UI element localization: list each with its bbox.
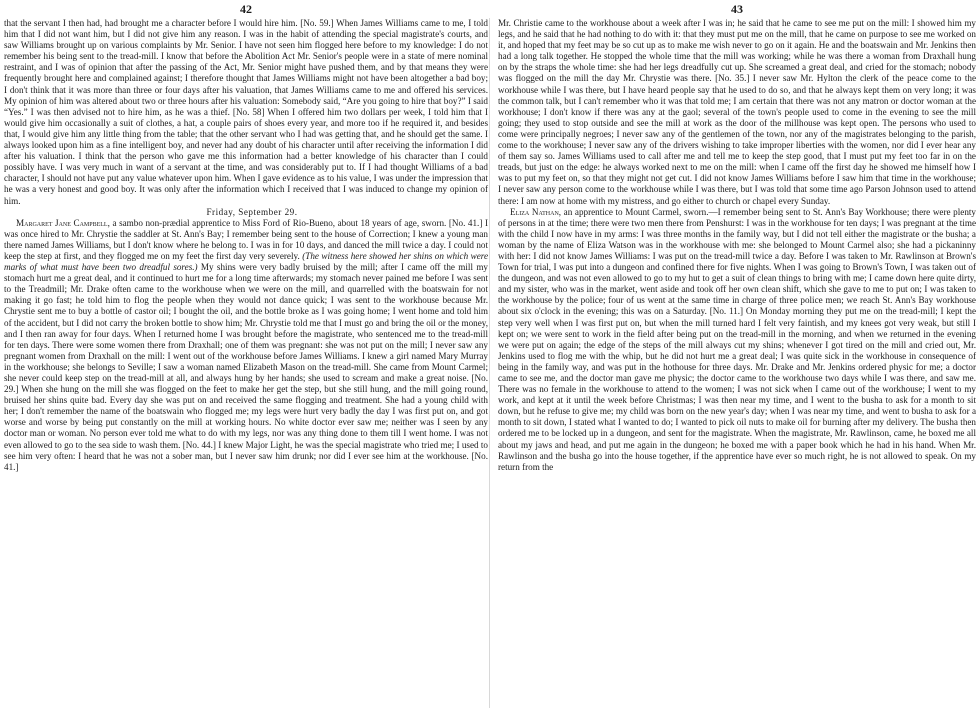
date-heading: Friday, September 29. [206, 206, 298, 217]
page-number: 43 [731, 2, 743, 16]
testimony-paragraph: that the servant I then had, had brought me a character before I would hire him. [No. 59.] When James Williams came to me, I told him that I did not want him, but I did not give him any reason. I was in the habit of attending the special magistrate's courts, and saw Williams brought up on various complaints by Mr. Senior. I have not seen him flogged here before to my knowledge: I do not remember his being sent to the tread-mill. I know that before the Abolition Act Mr. Senior's people were in a state of mere nominal restraint, and I was of opinion that after the passing of the Act, Mr. Senior might have pushed them, and by that means they were frequently brought here and complained against; I therefore thought that James Williams might not have been altogether a bad boy; I don't think that it was more than three or four days after his valuation, that James Williams came to me and offered his services. My opinion of him was altered about two or three hours after his valuation: Somebody said, “Are you going to hire that boy?” I said “Yes.” I was then advised not to hire him, as he was a thief. [No. 58] When I offered him two dollars per week, I told him that I would give him occasionally a suit of clothes, a hat, a couple pairs of shoes every year, and more too if he required it, and besides that, I would give him any little thing from the table; that the other servant who I had was getting that, and he should get the same. I always looked upon him as a fine intelligent boy, and never had any doubt of his character until after receiving the information I did after his valuation. I think that the person who gave me this information had a better knowledge of his character than I could possibly have. I was very much in want of a servant at the time, and was considerably put to. If I had thought Williams of a bad character, I should not have put any value whatever upon him. When I gave evidence as to his value, I was under the impression that he was a very honest and good boy. It was only after the information which I received that I was induced to change my opinion of him. [4, 18, 488, 206]
left-page-text [4, 18, 488, 473]
editorial-note: (The witness here showed her shins on which were marks of what must have been two dreadful sores.) [4, 250, 489, 273]
witness-name: Margaret Jane Campbell [16, 217, 108, 228]
testimony-paragraph [498, 207, 976, 473]
testimony-paragraph [4, 218, 488, 473]
page-number: 42 [240, 2, 252, 16]
testimony-text: , a sambo non-prædial apprentice to Miss Ford of Rio-Bueno, about 18 years of age, sworn. [No. 41.] I was once hired to Mr. Chrystie the saddler at St. Ann's Bay; I remember being sent to the house of Correction; I knew a young man there named James Williams, but I don't know where he belong to. I was in for 10 days, and danced the mill twice a day. I could not keep the step at first, and they flogged me on my feet the first day very severely. [4, 217, 488, 261]
witness-name: Eliza Nathan [510, 206, 559, 217]
testimony-text: , an apprentice to Mount Carmel, sworn.—I remember being sent to St. Ann's Bay Workhouse; there were plenty of persons in at the time; there were two men there from Penshurst: I was in the workhouse for ten days; I was pregnant at the time with the child I now have in my arms: I was three months in the family way, but I did not tell either the magistrate or the busha; a woman by the name of Eliza Watson was in the workhouse with me: she belonged to Mount Carmel also; she had a pickaninny with her: I did not know James Williams: I was put on the tread-mill twice a day. Before I was taken to Mr. Rawlinson at Brown's Town for trial, I was put into a dungeon and confined there for five nights. When I was going to Brown's Town, I was taken out of the dungeon, and was not even allowed to go to my hut to get a suit of clean things to bring with me; I came down here quite dirty, and my sister, who was in the market, went aside and took off her own clean shift, which she gave to me to put on; I was taken to the workhouse by the police; four of us went at the same time in charge of three police men; we reach St. Ann's Bay workhouse about six o'clock in the evening; this was on a Saturday. [No. 11.] On Monday morning they put me on the tread-mill; I kept the step very well when I was first put on, but when the mill turned hard I felt very faintish, and my knees got very weak, but still I kept on; we were sent to work in the field after being put on the tread-mill in the morning, and when we returned in the evening we were put on again; the edge of the steps of the mill always cut my shins; whenever I got tired on the mill and cried out, Mr. Jenkins used to flog me with the whip, but he did not hurt me a great deal; I was quite sick in the workhouse in consequence of being in the family way, and was put in the hothouse for three days. Mr. Drake and Mr. Jenkins ordered physic for me; a doctor came to see me, and the doctor man gave me physic; the doctor came to the workhouse two days while I was there, and saw me. There was no female in the workhouse to attend to the women; I was not sick when I came out of the workhouse; I went to my work, and kept at it until the week before Christmas; I was then near my time, and I went to the busha to ask for a month to sit down, but he refuse to give me; my child was born on the new year's day; when I was near my time, and went to busha to ask for a month to sit down, I stated what I wanted to do; I wanted to pick oil nuts to make oil for burning after my delivery. The busha then ordered me to be locked up in a dungeon, and sent for the magistrate. When the magistrate, Mr. Rawlinson, came, he boxed me all about my jaws and head, and put me again in the dungeon; he boxed me with a paper book which he had in his hand. When Mr. Rawlinson and the busha go into the house together, if the apprentice have ever so much right, he is not allowed to speak. On my return from the [498, 206, 976, 472]
right-page [490, 0, 980, 716]
testimony-text: My shins were very badly bruised by the mill; after I came off the mill my stomach hurt me a great deal, and it continued to hurt me for a long time afterwards; my stomach never pained me before I was sent to the Treadmill; Mr. Drake often came to the workhouse when we were on the mill, and quarrelled with the boatswain for not making it go fast; he told him to flog the people when they would not dance quick; I was sent to the workhouse because Mr. Chrystie sent me to buy a bottle of castor oil; I bought the oil, and the bottle broke as I was going home; I went home and told him of the accident, but I did not carry the broken bottle to show him; Mr. Chrystie told me that I must go and bring the oil or the money, and I then ran away for four days. When I returned home I was brought before the magistrate, who sentenced me to the tread-mill for ten days. There were some women there from Draxhall; one of them was pregnant: she was not put on the mill; I never saw any pregnant women from Draxhall on the mill: I went out of the workhouse before James Williams. I knew a girl named Mary Murray in the workhouse; she belongs to Seville; I saw a woman named Elizabeth Mason on the tread-mill. She came from Mount Carmel; she never could keep step on the tread-mill at all, and always hung by her hands; she used to scream and make a great noise. [No. 29.] When she hung on the mill she was flogged on the feet to make her get the step, but she still hung, and the mill going round, bruised her shins quite bad. Every day she was put on and received the same flogging and treatment. She had a young child with her; I don't remember the name of the boatswain who flogged me; my legs were hurt very badly the day I was first put on, and got worse and worse by being put constantly on the mill at working hours. No white doctor ever saw me; neither was I seen by any doctor man or woman. No person ever told me what to do with my legs, nor was any thing done to them till I went home. I was not even allowed to go to the sea side to wash them. [No. 44.] I knew Major Light, he was the special magistrate who tried me; I used to see him very often: I heard that he was not a sober man, but I never saw him drunk; nor did I ever see him at the workhouse. [No. 41.] [4, 262, 488, 472]
testimony-paragraph: Mr. Christie came to the workhouse about a week after I was in; he said that he came to see me put on the mill: I showed him my legs, and he said that he had nothing to do with it: that they must put me on the mill, that he came on purpose to see me worked on it, and hoped that my feet may be so cut up as to make me wish never to go on it again. He and the boatswain and Mr. Jenkins then had a long talk together. He stopped the whole time that the mill was working; while he was there a woman from Draxhall hung on by the straps the whole time: she had her legs dreadfully cut up. She screamed a great deal, and cried for the stomach; nobody was flogged on the mill the day Mr. Chrystie was there. [No. 35.] I never saw Mr. Hylton the clerk of the peace come to the workhouse while I was there, but I have heard people say that he used to do so, and that he always kept them on very long; it was the common talk, but I can't remember who it was that told me; I am certain that there was not any matron or doctor woman at the workhouse; I don't know if there was any at the gaol; several of the town's people used to come in the evening to see the mill going; they used to stop outside and see the mill at work as the door of the millhouse was kept open. The persons who used to come were principally negroes; I never saw any of the gentlemen of the town, nor any of the magistrates belonging to the parish, come to the workhouse; I never saw any of the drivers wishing to take improper liberties with the women, nor did I ever hear any of them say so. James Williams used to call after me and tell me to keep the step good, that I must put my feet too far in on the treads, but just on the edge: he always worked next to me on the mill: when I came off the first day he showed me himself how I was to put my feet on, so that they might not get cut. I did not know James Williams before I saw him that time in the workhouse; I never saw any person come to the workhouse while I was there, but I was told that some time ago Parson Johnson used to attend there: I am now at home with my mistress, and go either to church or chapel every Sunday. [498, 18, 976, 206]
right-page-text [498, 18, 976, 473]
